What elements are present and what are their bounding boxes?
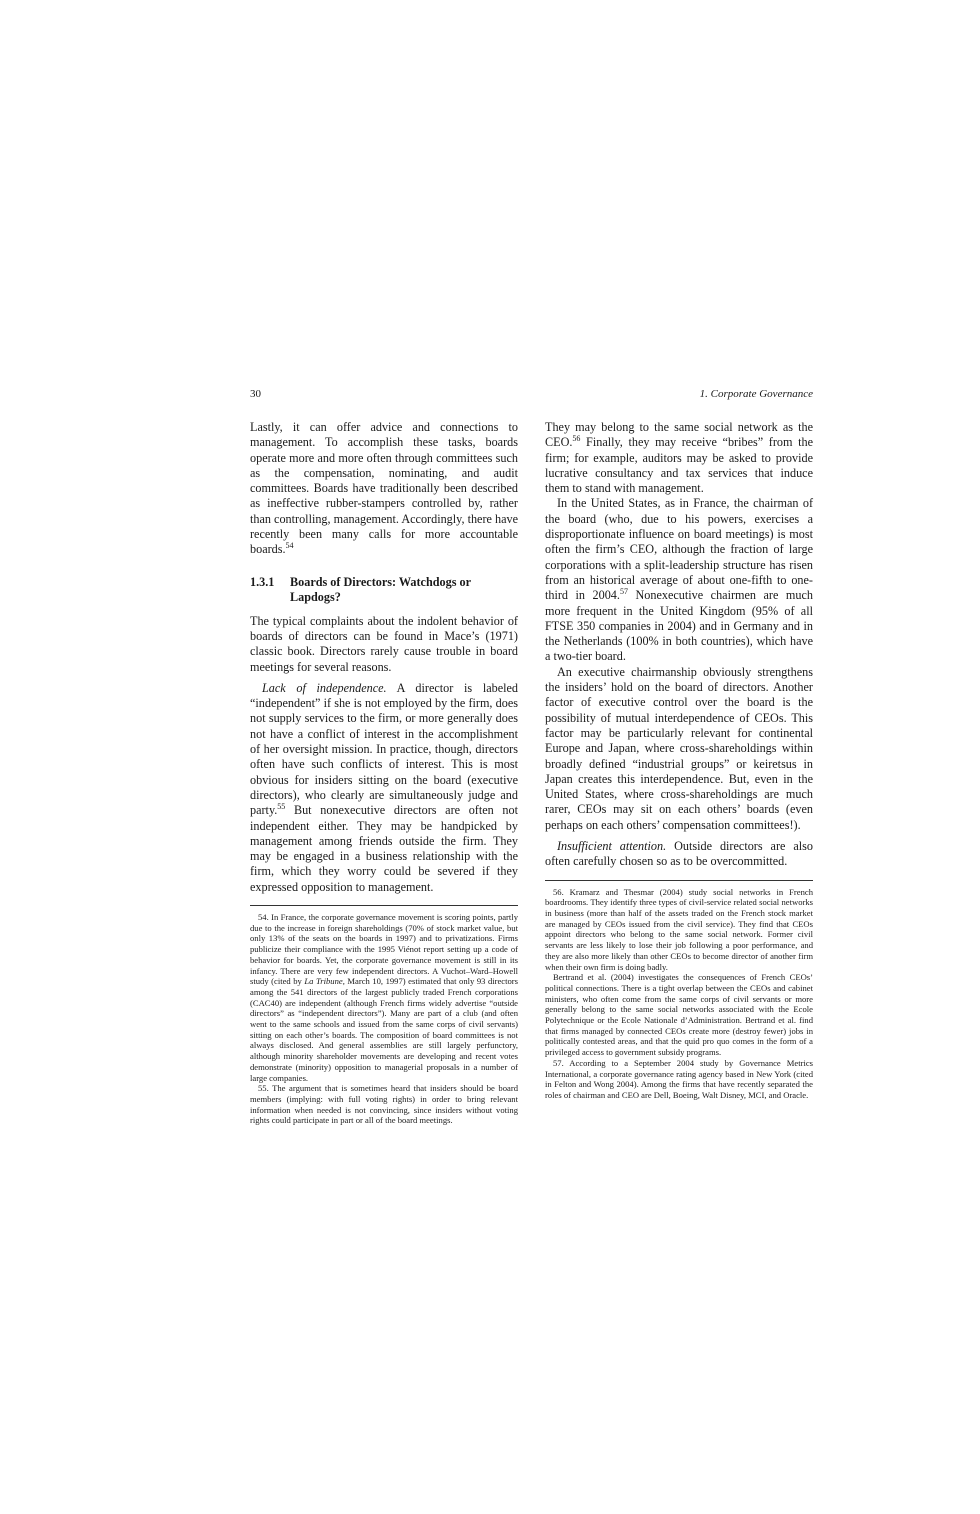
run-in-heading: Lack of independence. [262,680,387,695]
paragraph: In the United States, as in France, the chairman of the board (who, due to his powers, exercises a disproportionate influence on board meetings) is most often the firm’s CEO, although the fraction of large corporations with a split-leadership structure has risen from an historical average of about one-fifth to one-third in 2004.57 Nonexecutive chairmen are much more frequent in the United Kingdom (95% of all FTSE 350 companies in 2004) and in Germany and in the Netherlands (100% in both countries), which have a two-tier board. [545,496,813,664]
page [250,388,813,1126]
footnote-56-continued: Bertrand et al. (2004) investigates the consequences of French CEOs’ political connections. There is a tight overlap between the CEOs and cabinet ministers, who often come from the same corps of civil servants or more generally belong to the same social networks associated with the Ecole Polytechnique or the Ecole Nationale d’Administration. Bertrand et al. find that firms managed by connected CEOs create more (destroy fewer) jobs in politically contested areas, and that the quid pro quo comes in the form of a privileged access to government subsidy programs. [545,972,813,1058]
running-header [250,388,813,408]
footnote-ref[interactable]: 55 [277,802,286,812]
paragraph: Lastly, it can offer advice and connections to management. To accomplish these tasks, boards operate more and more often through committees such as the compensation, nominating, and audit committees. Boards have traditionally been described as ineffective rubber-stampers controlled by, rather than controlling, management. Accordingly, there have recently been many calls for more accountable boards.$^{54}$ [250,420,518,557]
section-heading [250,575,518,605]
footnote-55: 55. The argument that is sometimes heard that insiders should be board members (implying: with full voting rights) in order to bring relevant information when needed is not convincing, since insiders without voting rights could participate in part or all of the board meetings. [250,1083,518,1126]
section-title: Boards of Directors: Watchdogs or Lapdogs? [290,574,471,604]
footnote-rule [250,905,518,906]
paragraph: Lack of independence. A director is labeled “independent” if she is not employed by the firm, does not supply services to the firm, or more generally does not have a conflict of interest in the accomplishment of her oversight mission. In practice, though, directors often have such conflicts of interest. This is most obvious for insiders sitting on the board (executive directors), who clearly are simultaneously judge and party.$^{55}$ But nonexecutive directors are often not independent either. They may be handpicked by management among friends outside the firm. They may be engaged in a business relationship with the firm, which they worry could be severed if they expressed opposition to management. [250,680,519,894]
footnote-ref[interactable]: 54 [285,541,294,551]
paragraph: The typical complaints about the indolent behavior of boards of directors can be found in Mace’s (1971) classic book. Directors rarely cause trouble in board meetings for several reasons. [250,613,518,674]
footnote-rule [545,880,813,881]
footnote-ref[interactable]: 56 [572,434,581,444]
section-number: 1.3.1 [250,574,275,589]
run-in-heading: Insufficient attention. [557,839,667,854]
left-column [250,420,518,1126]
footnote-54: 54. In France, the corporate governance movement is scoring points, partly due to the increase in foreign shareholdings (70% of stock market value, but only 13% of the seats on the boards in 1997) and to privatizations. Firms publicize their compliance with the 1995 Viénot report setting up a code of behavior for boards. Yet, the corporate governance movement is still in its infancy. There are very few independent directors. A Vuchot–Ward–Howell study (cited by La Tribune, March 10, 1997) estimated that only 93 directors among the 541 directors of the largest publicly traded French corporations (CAC40) are independent (although French firms widely advertise “outside directors” as “independent directors”). Many are part of a club (and often went to the same schools and issued from the same corps of civil servants) sitting on each other’s boards. The composition of board committees is not always disclosed. And general assemblies are still largely perfunctory, although minority shareholder movements are developing and recent votes demonstrate (minority) opposition to managerial proposals in a number of large companies. [250,912,519,1083]
paragraph: They may belong to the same social network as the CEO.$^{56}$ Finally, they may receive “bribes” from the firm; for example, auditors may be asked to provide lucrative consultancy and tax services that induce them to stand with management. [545,420,813,496]
footnote-56: 56. Kramarz and Thesmar (2004) study social networks in French boardrooms. They identify three types of civil-service related social networks in business (more than half of the assets traded on the French stock market are managed by CEOs issued from the civil service). They find that CEOs appoint directors who belong to the same social network. Former civil servants are less likely to lose their job following a poor performance, and they are also more likely than other CEOs to become director of another firm when their own firm is doing badly. [545,886,813,972]
right-column [545,420,813,1101]
paragraph: Insufficient attention. Outside directors are also often carefully chosen so as to be overcommitted. [545,839,813,869]
paragraph: An executive chairmanship obviously strengthens the insiders’ hold on the board of directors. Another factor of executive control over the board is the possibility of mutual interdependence of CEOs. This factor may be particularly relevant for continental Europe and Japan, where cross-shareholdings within broadly defined “industrial groups” or keiretsus in Japan creates this interdependence. But, even in the United States, where cross-shareholdings are much rarer, CEOs may sit on each others’ boards (even perhaps on each others’ compensation committees!). [545,664,813,832]
page-number: 30 [250,388,261,400]
running-title: 1. Corporate Governance [699,388,813,400]
footnote-57: 57. According to a September 2004 study by Governance Metrics International, a corporate governance rating agency based in New York (cited in Felton and Wong 2004). Among the firms that have recently separated the roles of chairman and CEO are Dell, Boeing, Walt Disney, MCI, and Oracle. [545,1057,813,1100]
footnote-ref[interactable]: 57 [619,587,628,597]
